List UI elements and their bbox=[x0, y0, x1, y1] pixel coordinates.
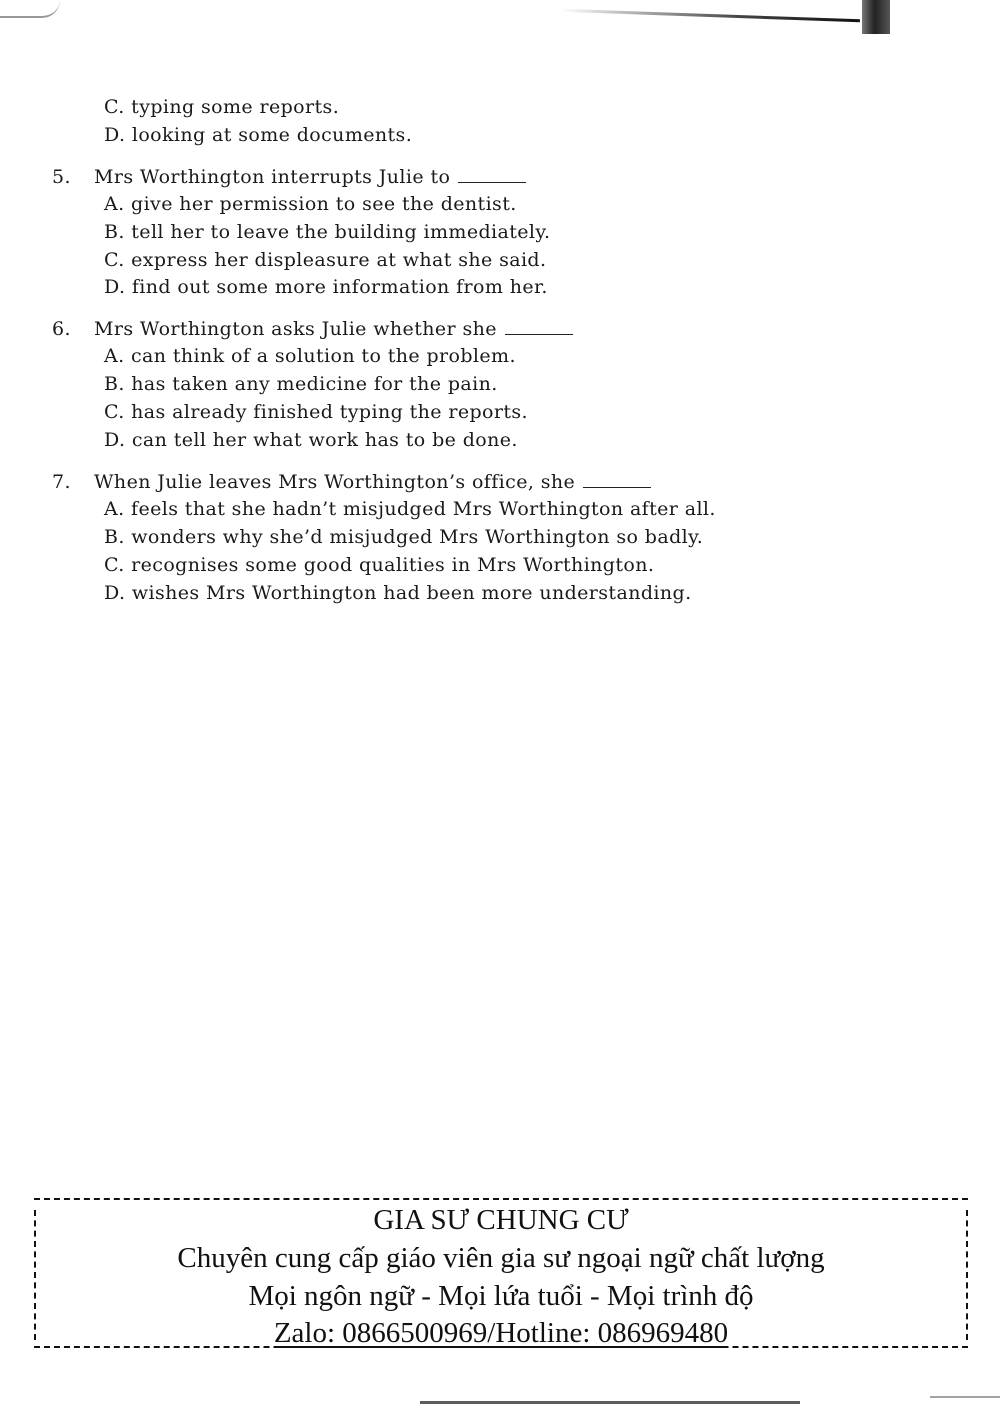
option-4c bbox=[104, 96, 339, 118]
question-text: When Julie leaves Mrs Worthington’s office, she bbox=[94, 471, 576, 493]
question-number: 5. bbox=[52, 166, 71, 188]
option-6d bbox=[104, 429, 518, 451]
option-4d bbox=[104, 124, 412, 146]
option-6c bbox=[104, 401, 528, 423]
option-letter: C. bbox=[104, 554, 125, 576]
option-letter: D. bbox=[104, 124, 126, 146]
option-letter: C. bbox=[104, 401, 125, 423]
option-7a bbox=[104, 498, 716, 520]
option-text: find out some more information from her. bbox=[131, 276, 548, 298]
option-letter: B. bbox=[104, 526, 125, 548]
scan-edge-artifact bbox=[420, 1401, 800, 1404]
option-7d bbox=[104, 582, 692, 604]
option-letter: D. bbox=[104, 429, 126, 451]
option-letter: A. bbox=[104, 193, 125, 215]
option-letter: A. bbox=[104, 498, 125, 520]
question-5-stem bbox=[52, 166, 526, 188]
question-text: Mrs Worthington interrupts Julie to bbox=[94, 166, 451, 188]
option-text: has already finished typing the reports. bbox=[131, 401, 529, 423]
question-6-stem bbox=[52, 318, 573, 340]
option-text: feels that she hadn’t misjudged Mrs Worthington after all. bbox=[131, 498, 716, 520]
option-7b bbox=[104, 526, 703, 548]
option-letter: C. bbox=[104, 249, 125, 271]
option-7c bbox=[104, 554, 654, 576]
option-5b bbox=[104, 221, 550, 243]
answer-blank bbox=[458, 168, 526, 183]
option-text: can think of a solution to the problem. bbox=[131, 345, 516, 367]
option-text: tell her to leave the building immediately. bbox=[131, 221, 551, 243]
option-5c bbox=[104, 249, 546, 271]
scan-edge-artifact bbox=[0, 0, 60, 18]
option-text: can tell her what work has to be done. bbox=[131, 429, 518, 451]
option-letter: A. bbox=[104, 345, 125, 367]
option-text: wonders why she’d misjudged Mrs Worthington so badly. bbox=[131, 526, 704, 548]
option-text: recognises some good qualities in Mrs Worthington. bbox=[131, 554, 655, 576]
advert-contact: Zalo: 0866500969/Hotline: 086969480 bbox=[273, 1317, 729, 1349]
option-text: has taken any medicine for the pain. bbox=[131, 373, 498, 395]
question-7-stem bbox=[52, 471, 651, 493]
option-text: express her displeasure at what she said. bbox=[131, 249, 547, 271]
question-number: 7. bbox=[52, 471, 71, 493]
scan-binder-mark bbox=[862, 0, 890, 34]
option-text: looking at some documents. bbox=[131, 124, 413, 146]
option-text: give her permission to see the dentist. bbox=[131, 193, 517, 215]
option-text: typing some reports. bbox=[131, 96, 340, 118]
option-5a bbox=[104, 193, 517, 215]
scan-edge-artifact bbox=[560, 9, 860, 22]
scan-edge-artifact bbox=[930, 1396, 1000, 1398]
option-text: wishes Mrs Worthington had been more understanding. bbox=[131, 582, 692, 604]
advert-title: GIA SƯ CHUNG CƯ bbox=[373, 1204, 629, 1236]
question-text: Mrs Worthington asks Julie whether she bbox=[94, 318, 497, 340]
answer-blank bbox=[583, 473, 651, 488]
option-letter: D. bbox=[104, 582, 126, 604]
question-number: 6. bbox=[52, 318, 71, 340]
advert-subline: Mọi ngôn ngữ - Mọi lứa tuổi - Mọi trình độ bbox=[248, 1280, 754, 1312]
option-letter: B. bbox=[104, 221, 125, 243]
option-6a bbox=[104, 345, 516, 367]
option-5d bbox=[104, 276, 548, 298]
answer-blank bbox=[505, 320, 573, 335]
option-letter: C. bbox=[104, 96, 125, 118]
advert-tagline: Chuyên cung cấp giáo viên gia sư ngoại ngữ chất lượng bbox=[177, 1242, 825, 1274]
option-letter: B. bbox=[104, 373, 125, 395]
option-6b bbox=[104, 373, 498, 395]
option-letter: D. bbox=[104, 276, 126, 298]
